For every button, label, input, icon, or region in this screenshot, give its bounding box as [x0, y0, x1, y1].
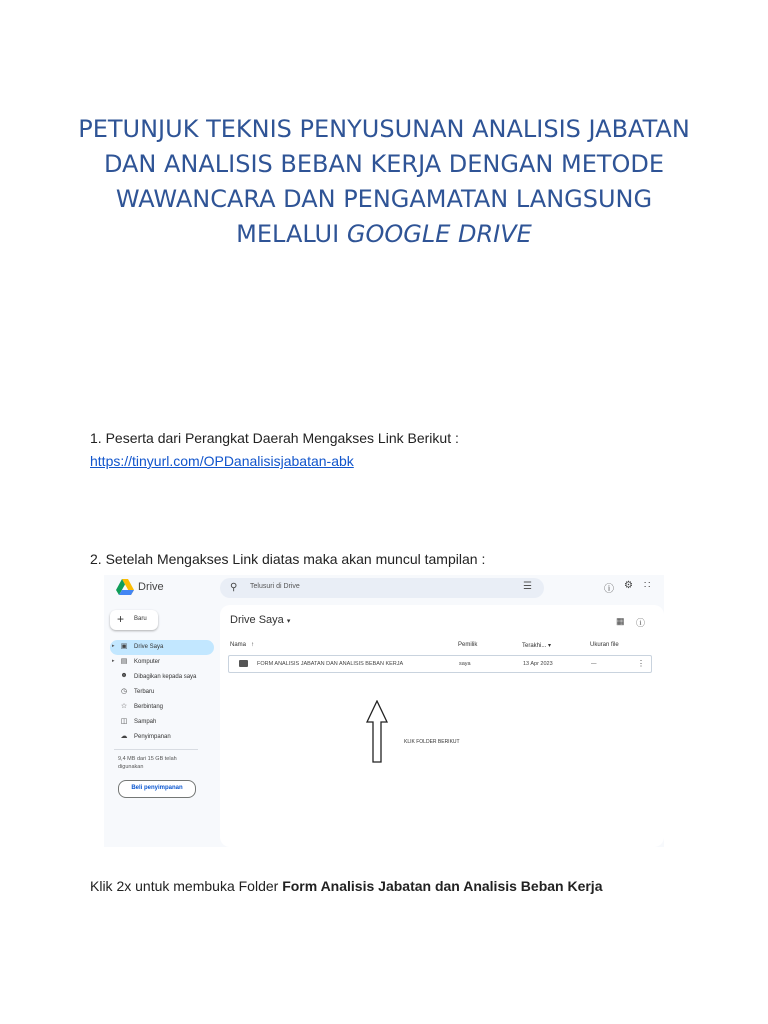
- new-button[interactable]: [110, 610, 158, 630]
- storage-usage-text: 9,4 MB dari 15 GB telah digunakan: [118, 756, 177, 770]
- search-bar[interactable]: [220, 578, 544, 598]
- sidebar-item-label: Komputer: [134, 659, 161, 665]
- up-arrow-annotation-icon: [366, 700, 388, 763]
- shared-people-icon: ☻: [120, 672, 128, 679]
- buy-storage-label: Beli penyimpanan: [131, 785, 183, 791]
- title-line-1: PETUNJUK TEKNIS PENYUSUNAN ANALISIS JABATAN: [78, 115, 690, 143]
- app-name: Drive: [138, 581, 164, 593]
- step-1-text: 1. Peserta dari Perangkat Daerah Mengakses Link Berikut :: [90, 430, 459, 446]
- step-3-text: [90, 878, 603, 894]
- sort-caret-icon: ▾: [548, 643, 552, 649]
- sidebar-item-starred[interactable]: [110, 700, 214, 715]
- column-header-modified[interactable]: [522, 642, 551, 649]
- column-header-name[interactable]: [230, 642, 254, 648]
- table-row[interactable]: [228, 655, 652, 673]
- sidebar-item-storage[interactable]: [110, 730, 214, 745]
- column-header-size[interactable]: Ukuran file: [590, 642, 619, 648]
- document-title: [60, 112, 708, 252]
- row-name: FORM ANALISIS JABATAN DAN ANALISIS BEBAN KERJA: [257, 661, 404, 667]
- google-drive-logo-icon: [116, 579, 134, 595]
- row-size: —: [591, 661, 597, 667]
- computer-icon: ▤: [120, 658, 128, 665]
- sidebar-item-shared[interactable]: [110, 670, 214, 685]
- annotation-text: KLIK FOLDER BERIKUT: [404, 739, 460, 745]
- title-line-3: WAWANCARA DAN PENGAMATAN LANGSUNG: [115, 185, 653, 213]
- sidebar-item-label: Dibagikan kepada saya: [134, 674, 197, 680]
- drive-screenshot: [104, 575, 664, 847]
- dropdown-caret-icon: ▾: [286, 618, 291, 625]
- panel-title-dropdown[interactable]: [230, 614, 290, 626]
- sidebar-nav: [110, 640, 214, 745]
- sidebar-item-computers[interactable]: [110, 655, 214, 670]
- panel-title: Drive Saya: [230, 614, 284, 626]
- trash-icon: ◫: [120, 718, 128, 725]
- info-icon[interactable]: ⓘ: [636, 618, 646, 628]
- expand-arrow-icon: ▸: [112, 643, 115, 649]
- column-name-label: Nama: [230, 642, 247, 648]
- help-icon[interactable]: ⓘ: [604, 584, 614, 595]
- sidebar-divider: [114, 749, 198, 750]
- expand-arrow-icon: ▸: [112, 658, 115, 664]
- title-line-2: DAN ANALISIS BEBAN KERJA DENGAN METODE: [103, 150, 665, 178]
- sidebar-item-my-drive[interactable]: [110, 640, 214, 655]
- title-line-4-prefix: MELALUI: [236, 220, 347, 248]
- main-panel: [220, 605, 664, 847]
- sidebar-item-label: Sampah: [134, 719, 157, 725]
- sort-arrow-up-icon: ↑: [251, 642, 255, 648]
- column-header-owner[interactable]: Pemilik: [458, 642, 478, 648]
- filter-icon[interactable]: ☰: [523, 581, 532, 592]
- row-date: 13 Apr 2023: [523, 661, 553, 667]
- folder-icon: [239, 660, 248, 667]
- sidebar-item-recent[interactable]: [110, 685, 214, 700]
- title-line-4-italic: GOOGLE DRIVE: [346, 220, 532, 248]
- title-line-4: [60, 217, 708, 252]
- drive-icon: ▣: [120, 643, 128, 650]
- cloud-icon: ☁: [120, 733, 128, 740]
- sidebar-item-label: Drive Saya: [134, 644, 164, 650]
- plus-icon: +: [117, 612, 125, 626]
- more-options-icon[interactable]: ⋮: [637, 659, 645, 668]
- drive-topbar: [104, 575, 664, 603]
- column-modified-label: Terakhi...: [522, 643, 547, 649]
- sidebar-item-label: Berbintang: [134, 704, 164, 710]
- step-3-folder-name: Form Analisis Jabatan dan Analisis Beban Kerja: [282, 878, 603, 894]
- buy-storage-button[interactable]: [118, 780, 196, 798]
- new-button-label: Baru: [134, 616, 147, 622]
- apps-grid-icon[interactable]: ∷: [644, 580, 651, 591]
- sidebar-item-trash[interactable]: [110, 715, 214, 730]
- list-view-icon[interactable]: ▦: [616, 616, 625, 626]
- form-link[interactable]: https://tinyurl.com/OPDanalisisjabatan-abk: [90, 453, 354, 469]
- step-3-prefix: Klik 2x untuk membuka Folder: [90, 878, 283, 894]
- sidebar-item-label: Penyimpanan: [134, 734, 171, 740]
- clock-icon: ◷: [120, 688, 128, 695]
- sidebar-item-label: Terbaru: [134, 689, 155, 695]
- step-2-text: 2. Setelah Mengakses Link diatas maka akan muncul tampilan :: [90, 551, 486, 567]
- settings-gear-icon[interactable]: ⚙: [624, 580, 633, 591]
- search-input[interactable]: Telusuri di Drive: [250, 583, 300, 590]
- star-icon: ☆: [120, 703, 128, 710]
- search-icon: ⚲: [230, 582, 238, 593]
- row-owner: saya: [459, 661, 471, 667]
